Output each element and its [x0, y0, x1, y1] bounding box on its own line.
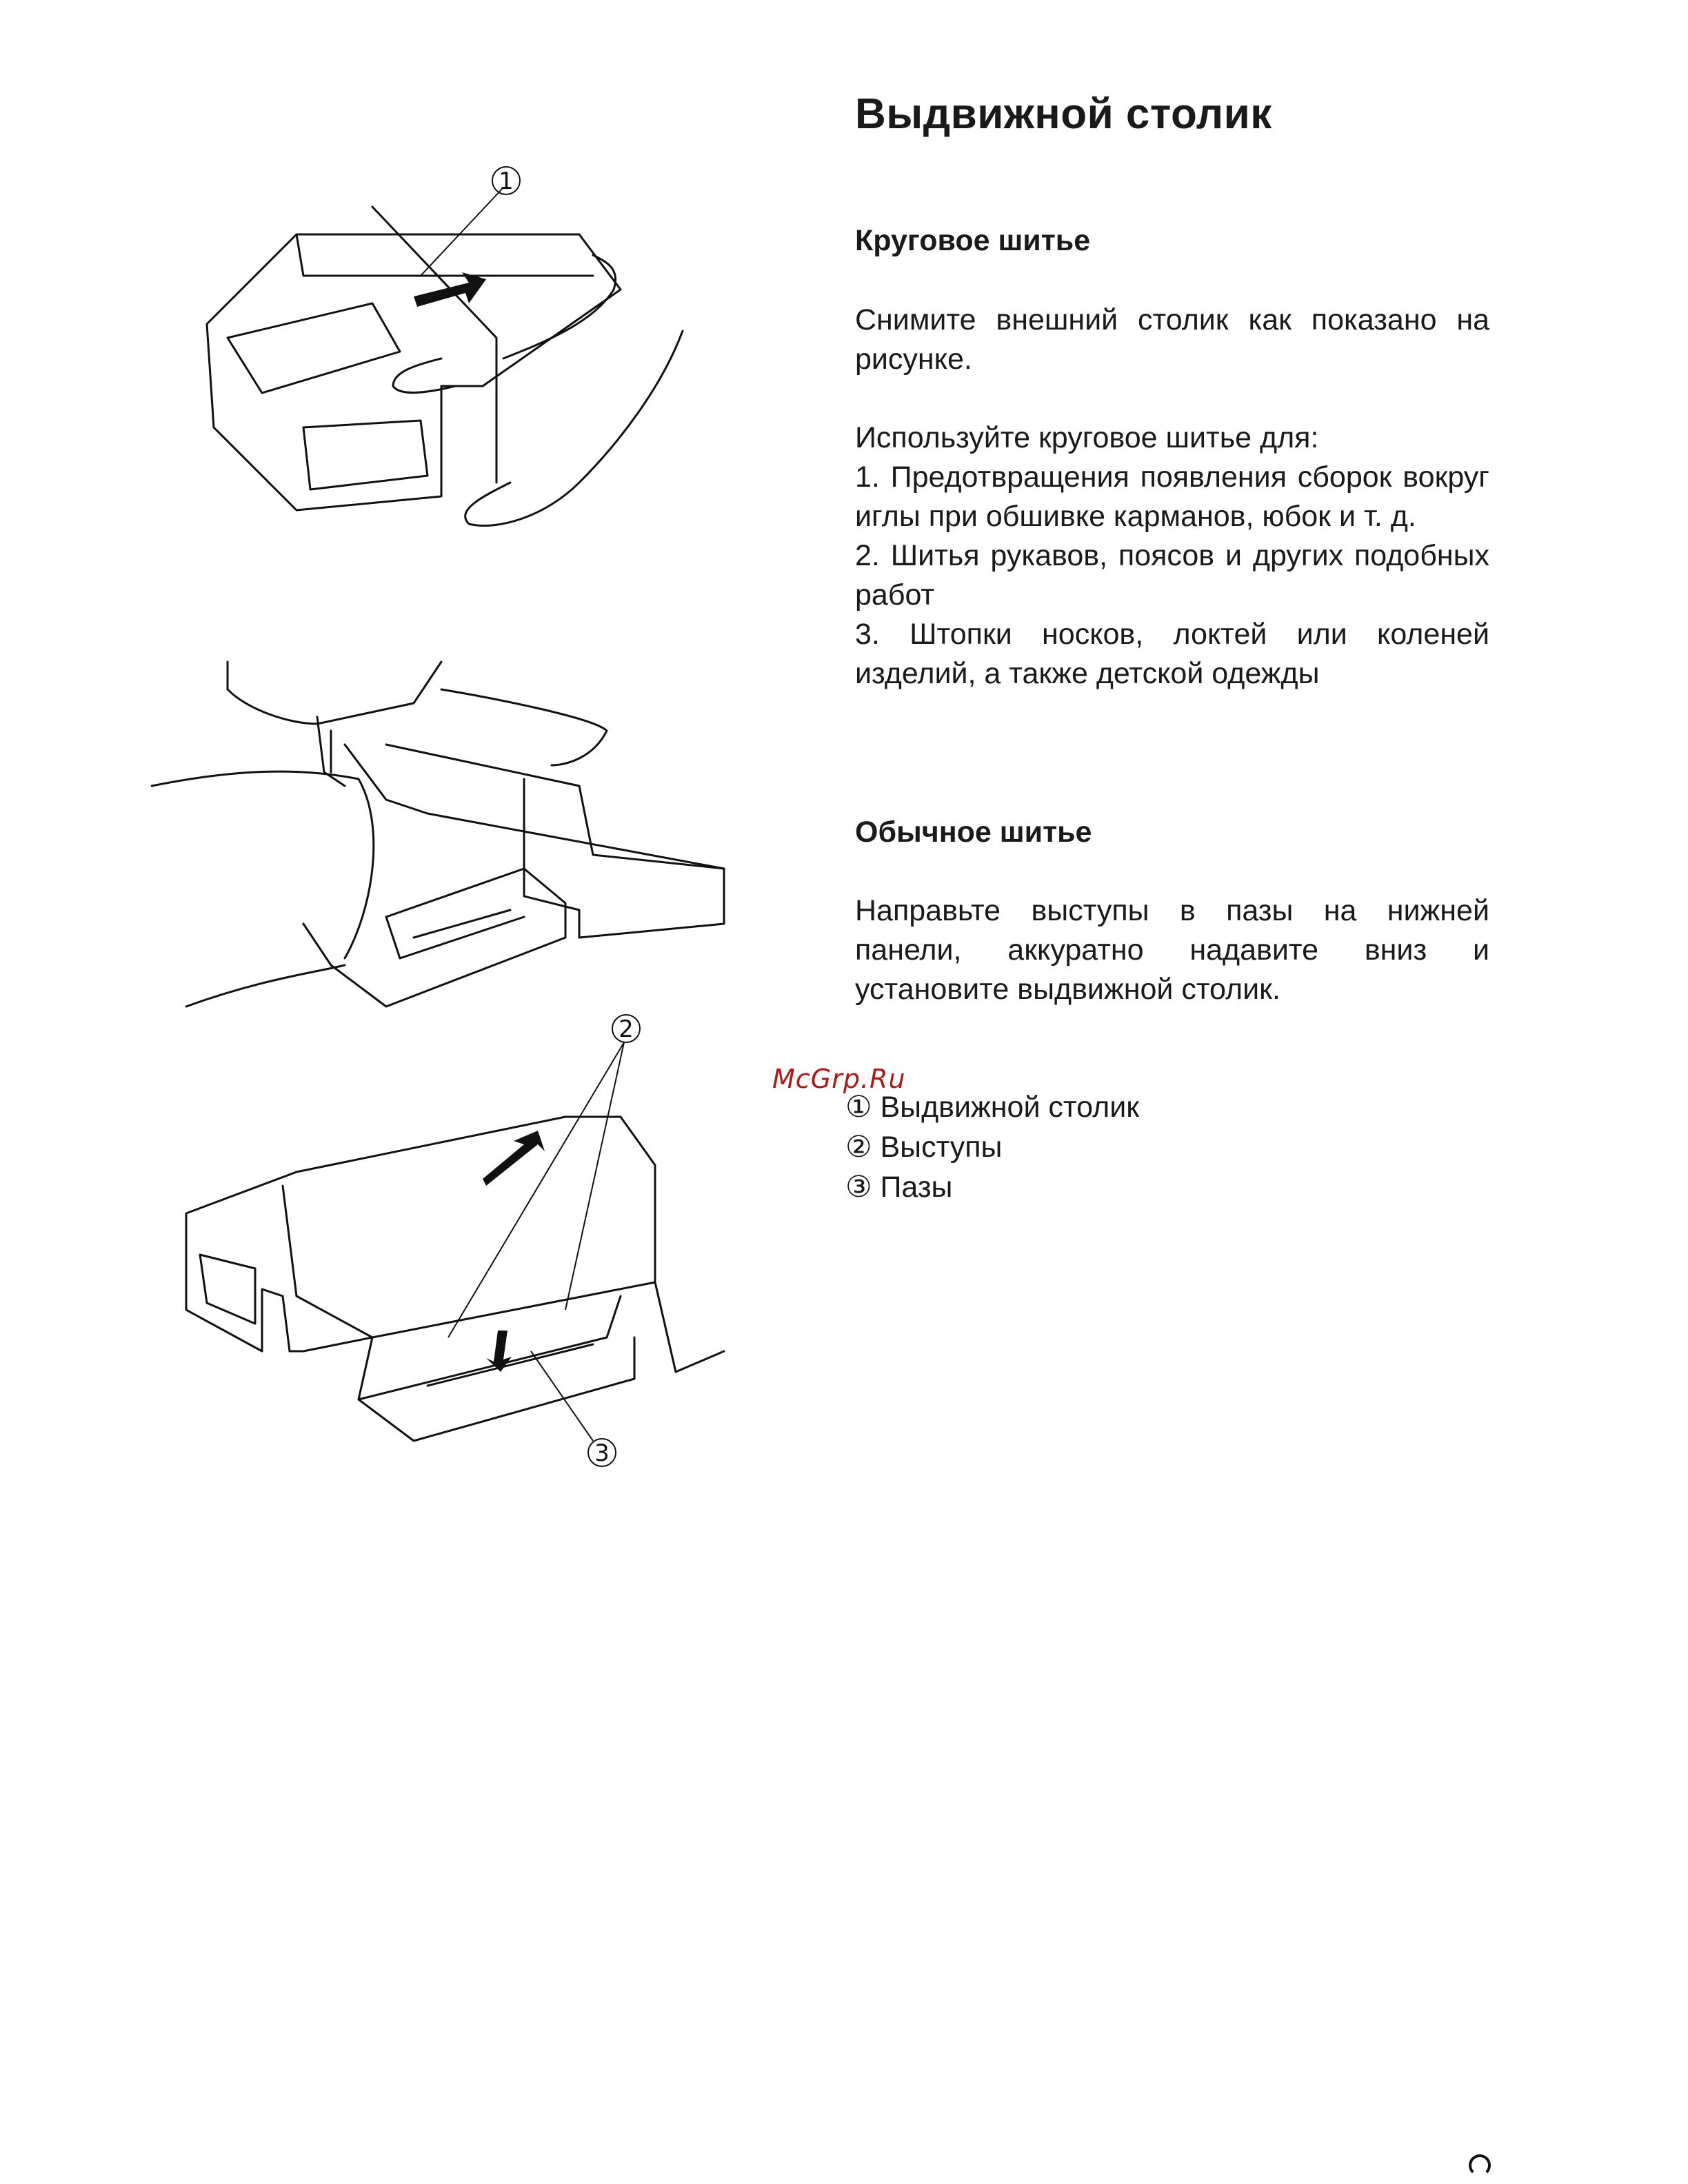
legend — [845, 1087, 1139, 1207]
callout-3 — [588, 1439, 616, 1467]
callout-2 — [612, 1015, 640, 1043]
section-heading-normal: Обычное шитье — [855, 816, 1092, 849]
legend-item-2: ② Выступы — [845, 1131, 1003, 1164]
circular-usage-item-2: 2. Шитья рукавов, поясов и других подобных работ — [855, 539, 1489, 611]
page-number-fragment — [1469, 2154, 1491, 2176]
circular-instruction: Снимите внешний столик как показано на рисунке. — [855, 303, 1489, 376]
figure-install-table — [186, 1042, 724, 1441]
watermark: McGrp.Ru — [772, 1064, 906, 1094]
figure-remove-table — [207, 188, 683, 526]
section-circular-body — [855, 301, 1489, 694]
circular-usage-intro: Используйте круговое шитье для: — [855, 421, 1319, 454]
legend-item-1: ① Выдвижной столик — [845, 1091, 1140, 1124]
svg-text:1: 1 — [499, 168, 514, 195]
page-title: Выдвижной столик — [855, 90, 1272, 138]
callout-1 — [492, 167, 520, 195]
section-heading-circular: Круговое шитье — [855, 224, 1091, 257]
circular-usage-item-1: 1. Предотвращения появления сборок вокруг иглы при обшивке карманов, юбок и т. д. — [855, 461, 1489, 533]
legend-item-3: ③ Пазы — [845, 1171, 953, 1204]
section-normal-body — [855, 891, 1489, 1009]
figure-circular-sewing — [152, 662, 724, 1007]
circular-usage-item-3: 3. Штопки носков, локтей или коленей изделий, а также детской одежды — [855, 618, 1489, 690]
svg-text:3: 3 — [594, 1439, 610, 1467]
svg-text:2: 2 — [619, 1015, 634, 1043]
normal-instruction: Направьте выступы в пазы на нижней панели, аккуратно надавите вниз и установите выдвижной столик. — [855, 894, 1489, 1006]
